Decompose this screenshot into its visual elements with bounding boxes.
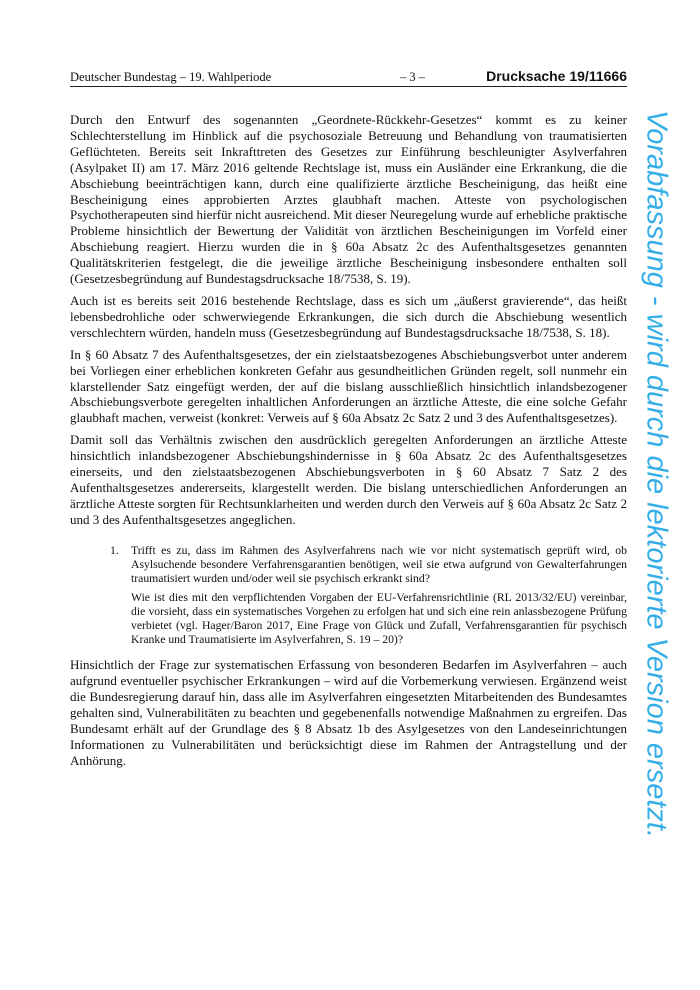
answer-paragraph: Hinsichtlich der Frage zur systematischen Erfassung von besonderen Bedarfen im Asylverfahren – auch aufgrund eventueller psychischer Erkrankungen – wird auf die Vorbemerkung verwiesen. Ergänzend weist die Bundesregierung darauf hin, dass alle im Asylverfahren eingesetzten Mitarbeitenden des Bundesamtes gehalten sind, Vulnerabilitäten zu beachten und gegebenenfalls notwendige Maßnahmen zu ergreifen. Das Bundesamt erhält auf der Grundlage des § 8 Absatz 1b des Asylgesetzes von den Landeseinrichtungen Informationen zu Vulnerabilitäten und berücksichtigt diese im Rahmen der Antragstellung und der Anhörung. — [70, 657, 627, 768]
draft-watermark — [637, 110, 675, 910]
paragraph-2: Auch ist es bereits seit 2016 bestehende Rechtslage, dass es sich um „äußerst gravierende“, das heißt lebensbedrohliche oder schwerwiegende Erkrankungen, die sich durch die Abschiebung wesentlich verschlechtern würden, handeln muss (Gesetzesbegründung auf Bundestagsdrucksache 18/7538, S. 18). — [70, 292, 627, 340]
question-block — [70, 544, 627, 648]
document-number-label: Drucksache 19/ — [486, 68, 589, 84]
question-number: 1. — [110, 543, 119, 557]
paragraph-4: Damit soll das Verhältnis zwischen den ausdrücklich geregelten Anforderungen an ärztliche Atteste hinsichtlich inlandsbezogener Abschiebungshindernisse in § 60a Absatz 2c des Aufenthaltsgesetzes einerseits, und den zielstaatsbezogenen Abschiebungsverboten in § 60 Absatz 7 Satz 2 des Aufenthaltsgesetzes andererseits, klargestellt werden. Die bislang unterschiedlichen Anforderungen an ärztliche Atteste sorgten für Rechtsunklarheiten und werden durch den Verweis auf § 60a Absatz 2c Satz 2 und 3 des Aufenthaltsgesetzes angeglichen. — [70, 432, 627, 527]
paragraph-3: In § 60 Absatz 7 des Aufenthaltsgesetzes, der ein zielstaatsbezogenes Abschiebungsverbot unter anderem bei Vorliegen einer erheblichen konkreten Gefahr aus gesundheitlichen Gründen regelt, soll nunmehr ein klarstellender Satz eingefügt werden, der auf die bislang ausschließlich hinsichtlich inlandsbezogener Abschiebungsverbote geregelten inhaltlichen Anforderungen an ärztliche Atteste, die eine solche Gefahr glaubhaft machen, verweist (konkret: Verweis auf § 60a Absatz 2c Satz 2 und 3 des Aufenthaltsgesetzes). — [70, 346, 627, 426]
paragraph-1: Durch den Entwurf des sogenannten „Geordnete-Rückkehr-Gesetzes“ kommt es zu keiner Schlechterstellung im Hinblick auf die psychosoziale Betreuung und Behandlung von traumatisierten Geflüchteten. Bereits seit Inkrafttreten des Gesetzes zur Einführung beschleunigter Asylverfahren (Asylpaket II) am 17. März 2016 geltende Rechtslage ist, muss ein Ausländer eine Erkrankung, die die Abschiebung beeinträchtigen kann, durch eine qualifizierte ärztliche Bescheinigung, das heißt eine Bescheinigung eines approbierten Arztes glaubhaft machen. Atteste von psychologischen Psychotherapeuten sind hierfür nicht ausreichend. Mit dieser Neuregelung wurde auf erhebliche praktische Probleme hinsichtlich der Bewertung der Validität von ärztlichen Bescheinigungen im Vorfeld einer Abschiebung reagiert. Hierzu wurden die in § 60a Absatz 2c des Aufenthaltsgesetzes genannten Qualitätskriterien festgelegt, die die jeweilige ärztliche Bescheinigung insbesondere enthalten soll (Gesetzesbegründung auf Bundestagsdrucksache 18/7538, S. 19). — [70, 112, 627, 287]
page-number: – 3 – — [400, 70, 425, 84]
document-body — [70, 112, 627, 775]
page-header — [70, 70, 627, 87]
document-number-value: 11666 — [588, 68, 627, 84]
question-text-2: Wie ist dies mit den verpflichtenden Vorgaben der EU-Verfahrensrichtlinie (RL 2013/32/EU) vereinbar, die vorsieht, dass ein systematisches Vorgehen zu erfolgen hat und sich eine rein anlassbezogene Prüfung verbietet (vgl. Hager/Baron 2017, Eine Frage von Glück und Zufall, Verfahrensgarantien für psychisch Kranke und Traumatisierte im Asylverfahren, S. 19 – 20)? — [131, 590, 627, 647]
question-text-1: Trifft es zu, dass im Rahmen des Asylverfahrens nach wie vor nicht systematisch geprüft wird, ob Asylsuchende besondere Verfahrensgarantien benötigen, weil sie etwa aufgrund von Gewalterfahrungen traumatisiert wurden und/oder weil sie psychisch erkrankt sind? — [131, 543, 627, 585]
watermark-text: Vorabfassung - wird durch die lektorierte Version ersetzt. — [640, 110, 673, 839]
document-number — [486, 68, 627, 84]
header-parliament-term: Deutscher Bundestag – 19. Wahlperiode — [70, 70, 272, 84]
